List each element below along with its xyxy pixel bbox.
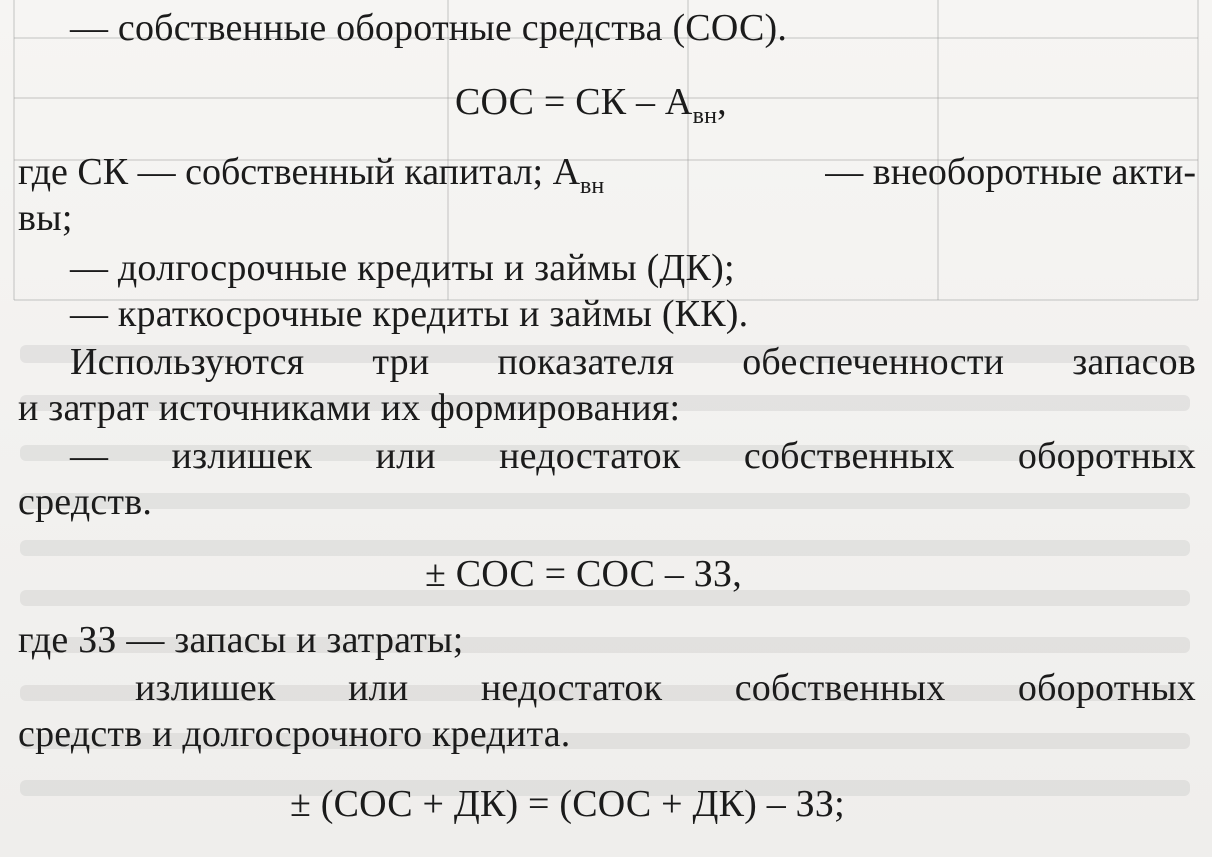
- text-line-4: [18, 196, 73, 240]
- definition-subscript: вн: [580, 173, 605, 199]
- text-line-1: [70, 6, 787, 50]
- formula-sos: [455, 80, 727, 129]
- definition-sk-end: — внеоборотные акти-: [825, 151, 1196, 193]
- indicator-1-end: средств.: [18, 481, 153, 523]
- text-line-14: [18, 712, 571, 756]
- text-line-8: [18, 386, 680, 430]
- indicator-1-start: — излишек или недостаток собственных оборотных: [70, 435, 1196, 477]
- formula-sos-tail: ,: [717, 81, 727, 123]
- text-line-7: [70, 340, 1196, 384]
- paragraph-intro-start: Используются три показателя обеспеченности запасов: [70, 341, 1196, 383]
- indicator-2-end: средств и долгосрочного кредита.: [18, 713, 571, 755]
- list-item-sos: — собственные оборотные средства (СОС).: [70, 7, 788, 49]
- text-line-13: [135, 666, 1196, 710]
- formula-sos-subscript: вн: [692, 103, 718, 129]
- text-line-12: [18, 618, 464, 662]
- formula-delta-sos-dk-text: ± (СОС + ДК) = (СОС + ДК) – ЗЗ;: [290, 783, 845, 825]
- definition-continuation: вы;: [18, 197, 73, 239]
- formula-delta-sos-text: ± СОС = СОС – ЗЗ,: [425, 553, 742, 595]
- text-line-10: [18, 480, 152, 524]
- text-line-5: [70, 246, 735, 290]
- formula-delta-sos-dk: [290, 782, 845, 826]
- list-item-dk: — долгосрочные кредиты и займы (ДК);: [70, 247, 735, 289]
- text-line-3: [18, 150, 1196, 199]
- definition-zz: где ЗЗ — запасы и затраты;: [18, 619, 464, 661]
- formula-sos-main: СОС = СК – А: [455, 81, 693, 123]
- formula-delta-sos: [425, 552, 742, 596]
- definition-sk-start: где СК — собственный капитал; $А_{вн}$: [18, 151, 605, 199]
- text-line-6: [70, 292, 748, 336]
- text-line-9: [70, 434, 1196, 478]
- list-item-kk: — краткосрочные кредиты и займы (КК).: [70, 293, 749, 335]
- paragraph-intro-end: и затрат источниками их формирования:: [18, 387, 681, 429]
- indicator-2-start: излишек или недостаток собственных оборотных: [135, 667, 1196, 709]
